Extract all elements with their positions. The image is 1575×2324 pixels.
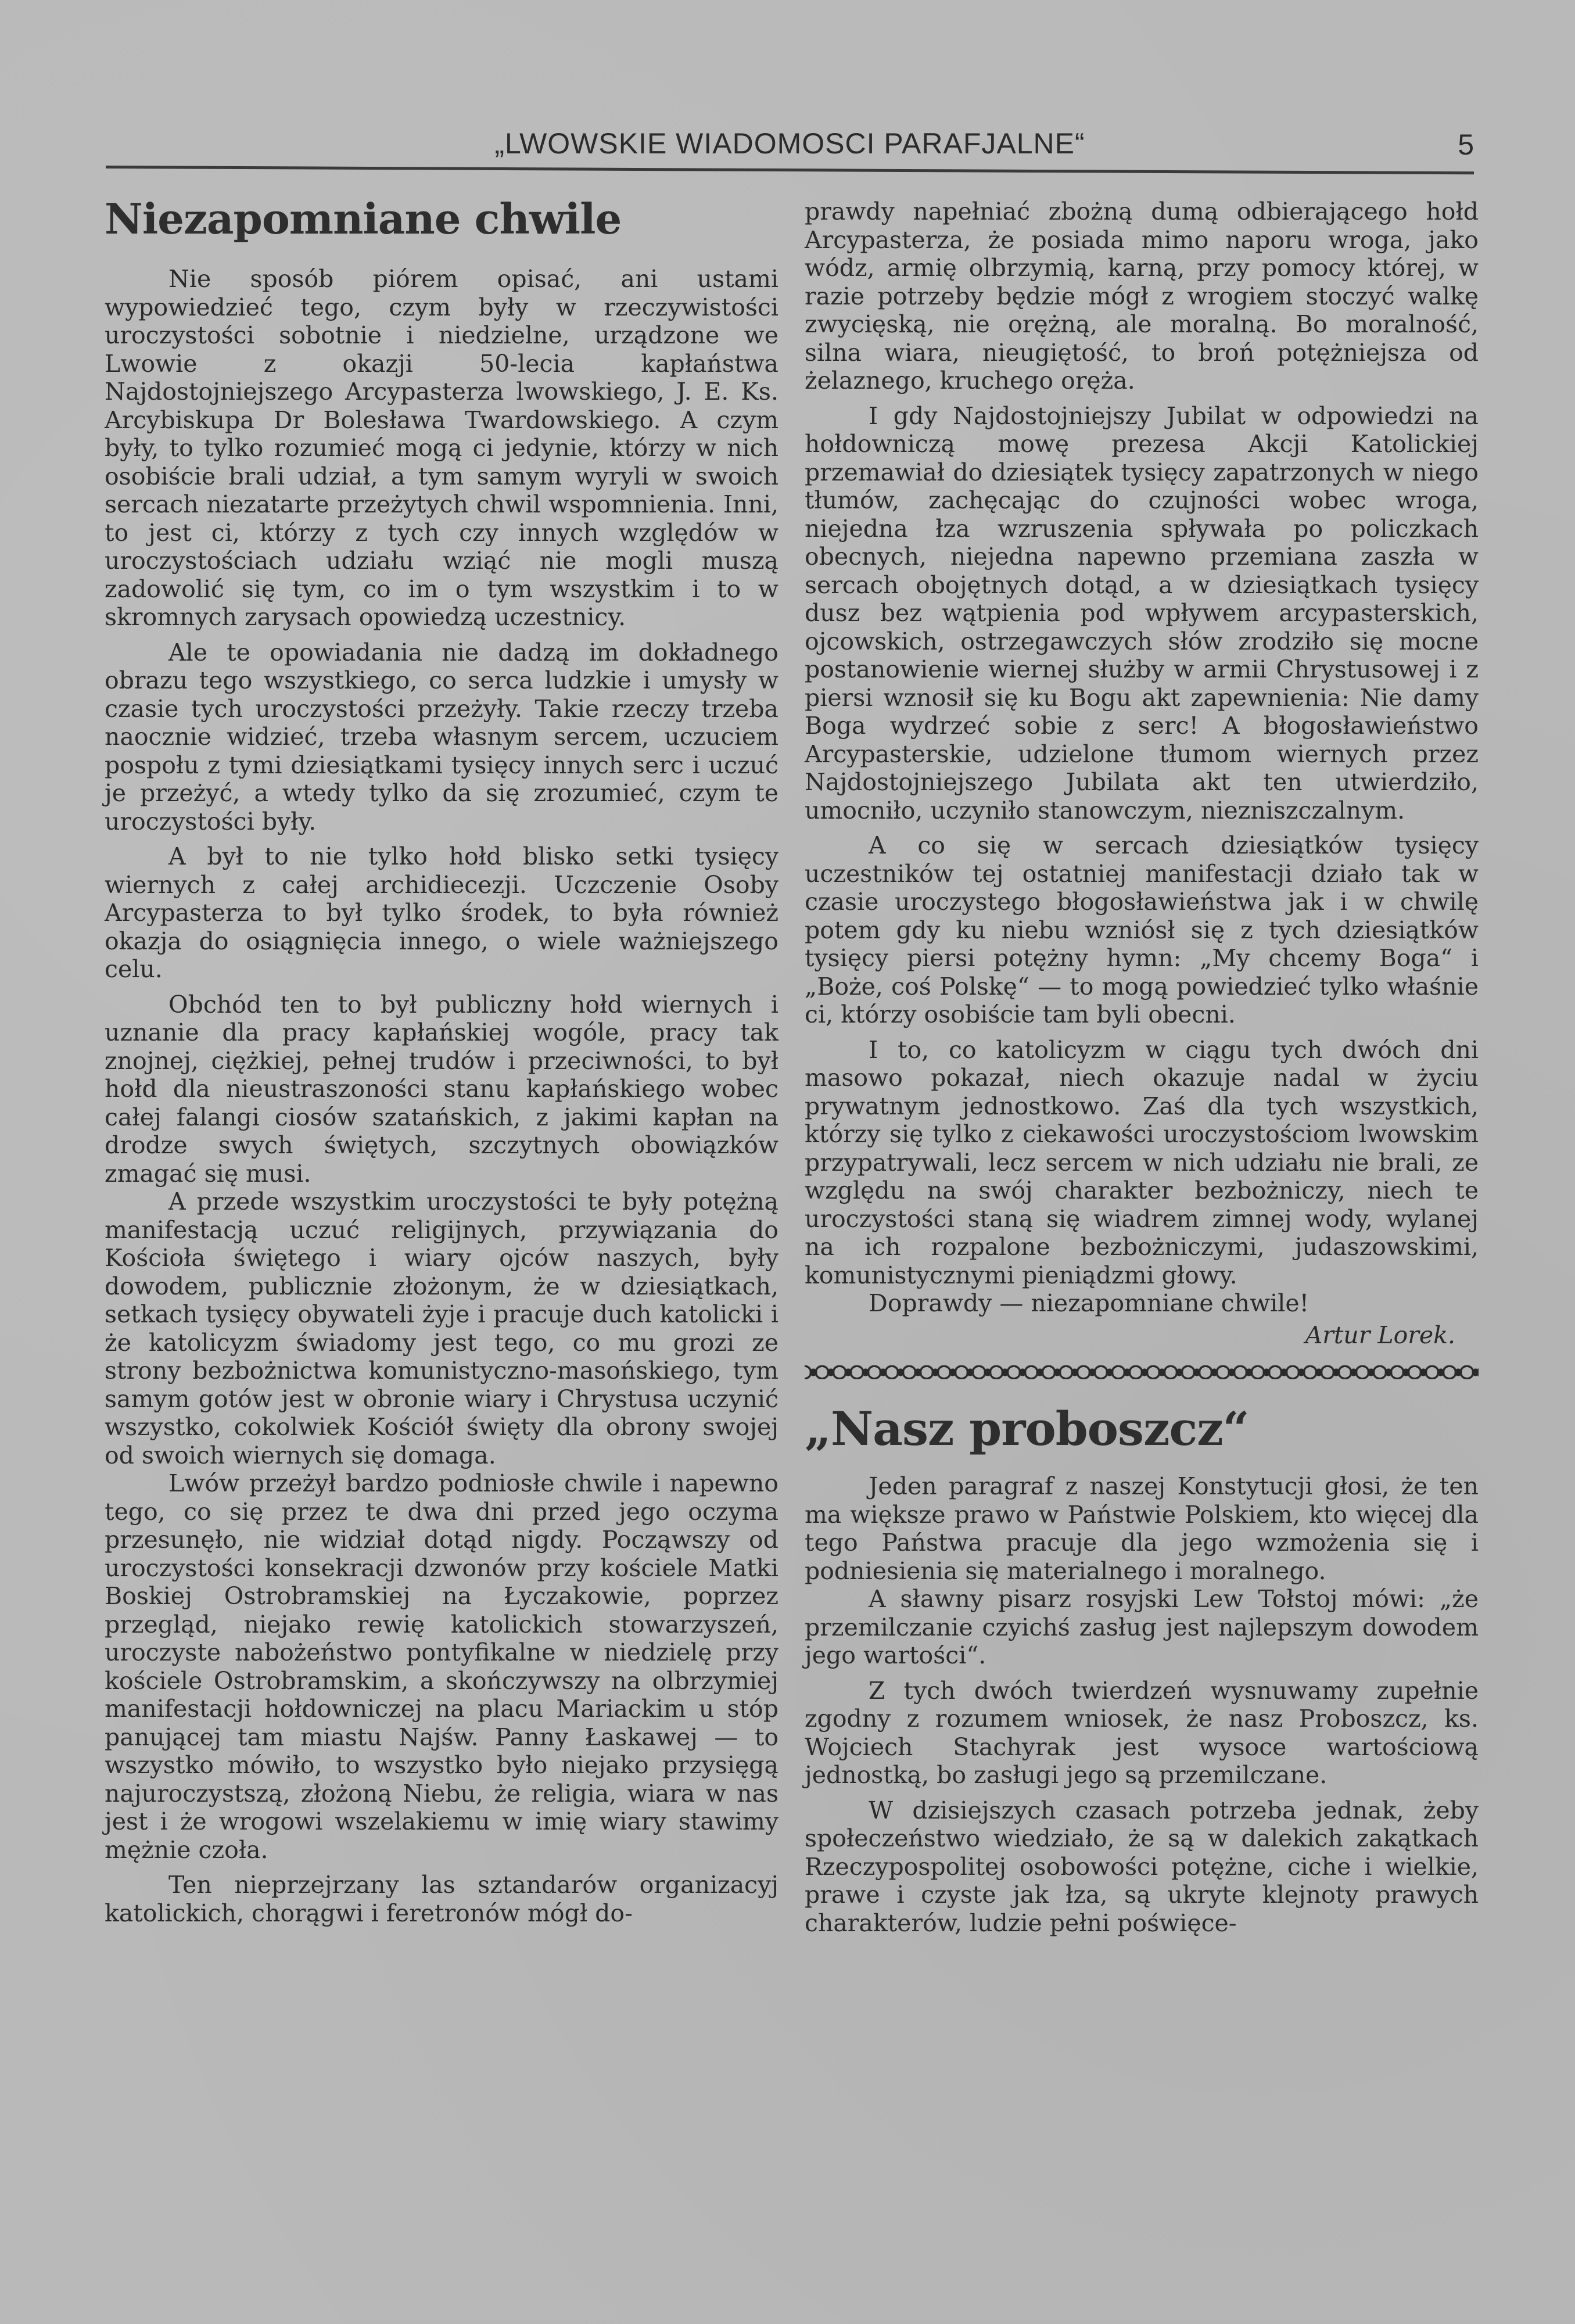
paragraph: A co się w sercach dziesiątków tysięcy uczestników tej ostatniej manifestacji działo tak w czasie uroczystego błogosławieństwa jak i w chwilę potem gdy ku niebu wzniósł się z tych dziesiątków tysięcy piersi potężny hymn: „My chcemy Boga“ i „Boże, coś Polskę“ — to mogą powiedzieć tylko właśnie ci, którzy osobiście tam byli obecni.: [805, 831, 1479, 1028]
paragraph: A przede wszystkim uroczystości te były potężną manifestacją uczuć religijnych, przywiązania do Kościoła świętego i wiary ojców naszych, były dowodem, publicznie złożonym, że w dziesiątkach, setkach tysięcy obywateli żyje i pracuje duch katolicki i że katolicyzm świadomy jest tego, co mu grozi ze strony bezbożnictwa komunistyczno-masońskiego, tym samym gotów jest w obronie wiary i Chrystusa uczynić wszystko, cokolwiek Kościół święty dla obrony swojej od swoich wiernych się domaga.: [105, 1188, 778, 1469]
periodical-title: „LWOWSKIE WIADOMOSCI PARAFJALNE“: [494, 127, 1085, 160]
right-column: [805, 198, 1479, 1937]
paragraph: W dzisiejszych czasach potrzeba jednak, żeby społeczeństwo wiedziało, że są w dalekich zakątkach Rzeczypospolitej osobowości potężne, ciche i wielkie, prawe i czyste jak łza, są ukryte klejnoty prawych charakterów, ludzie pełni poświęce-: [805, 1796, 1479, 1937]
left-column: [105, 194, 778, 1927]
paragraph: Ten nieprzejrzany las sztandarów organizacyj katolickich, chorągwi i feretronów mógł do-: [105, 1871, 778, 1927]
paragraph: I to, co katolicyzm w ciągu tych dwóch dni masowo pokazał, niech okazuje nadal w życiu prywatnym jednostkowo. Zaś dla tych wszystkich, którzy się tylko z ciekawości uroczystościom lwowskim przypatrywali, lecz sercem w nich udziału nie brali, ze względu na swój charakter bezbożniczy, niech te uroczystości staną się wiadrem zimnej wody, wylanej na ich rozpalone bezbożniczymi, judaszowskimi, komunistycznymi pieniądzmi głowy.: [805, 1035, 1479, 1289]
paragraph: prawdy napełniać zbożną dumą odbierającego hołd Arcypasterza, że posiada mimo naporu wroga, jako wódz, armię olbrzymią, karną, przy pomocy której, w razie potrzeby będzie mógł z wrogiem stoczyć walkę zwycięską, nie orężną, ale moralną. Bo moralność, silna wiara, nieugiętość, to broń potężniejsza od żelaznego, kruchego oręża.: [805, 198, 1479, 394]
paragraph: A był to nie tylko hołd blisko setki tysięcy wiernych z całej archidiecezji. Uczczenie Osoby Arcypasterza to był tylko środek, to była również okazja do osiągnięcia innego, o wiele ważniejszego celu.: [105, 842, 778, 983]
paragraph: Ale te opowiadania nie dadzą im dokładnego obrazu tego wszystkiego, co serca ludzkie i umysły w czasie tych uroczystości przeżyły. Takie rzeczy trzeba naocznie widzieć, trzeba własnym sercem, uczuciem pospołu z tymi dziesiątkami tysięcy innych serc i uczuć je przeżyć, a wtedy tylko da się zrozumieć, czym te uroczystości były.: [105, 638, 778, 835]
ornamental-divider: [805, 1365, 1479, 1379]
article-title: Niezapomniane chwile: [105, 194, 622, 243]
paragraph: Doprawdy — niezapomniane chwile!: [869, 1289, 1309, 1317]
paragraph: Obchód ten to był publiczny hołd wiernych i uznanie dla pracy kapłańskiej wogóle, pracy tak znojnej, ciężkiej, pełnej trudów i przeciwności, to był hołd dla nieustraszoności stanu kapłańskiego wobec całej falangi ciosów szatańskich, z jakimi kapłan na drodze swych świętych, szczytnych obowiązków zmagać się musi.: [105, 990, 778, 1188]
paragraph: Jeden paragraf z naszej Konstytucji głosi, że ten ma większe prawo w Państwie Polskiem, kto więcej dla tego Państwa pracuje dla jego wzmożenia się i podniesienia się materialnego i moralnego.: [805, 1472, 1479, 1585]
paragraph: I gdy Najdostojniejszy Jubilat w odpowiedzi na hołdowniczą mowę prezesa Akcji Katolickiej przemawiał do dziesiątek tysięcy zapatrzonych w niego tłumów, zachęcając do czujności wobec wroga, niejedna łza wzruszenia spływała po policzkach obecnych, niejedna napewno przemiana zaszła w sercach obojętnych dotąd, a w dziesiątkach tysięcy dusz bez wątpienia pod wpływem arcypasterskich, ojcowskich, ostrzegawczych słów zrodziło się mocne postanowienie wiernej służby w armii Chrystusowej i z piersi wznosił się ku Bogu akt zapewnienia: Nie damy Boga wydrzeć sobie z serc! A błogosławieństwo Arcypasterskie, udzielone tłumom wiernych przez Najdostojniejszego Jubilata akt ten utwierdziło, umocniło, uczyniło stanowczym, niezniszczalnym.: [805, 401, 1479, 824]
paragraph: Nie sposób piórem opisać, ani ustami wypowiedzieć tego, czym były w rzeczywistości uroczystości sobotnie i niedzielne, urządzone we Lwowie z okazji 50-lecia kapłaństwa Najdostojniejszego Arcypasterza lwowskiego, J. E. Ks. Arcybiskupa Dr Bolesława Twardowskiego. A czym były, to tylko rozumieć mogą ci jedynie, którzy w nich osobiście brali udział, a tym samym wyryli w swoich sercach niezatarte przeżytych chwil wspomnienia. Inni, to jest ci, którzy z tych czy innych względów w uroczystościach udziału wziąć nie mogli muszą zadowolić się tym, co im o tym wszystkim i to w skromnych zarysach opowiedzą uczestnicy.: [105, 265, 778, 631]
running-header: [106, 123, 1474, 170]
page-number: 5: [1458, 128, 1474, 161]
paragraph: Lwów przeżył bardzo podniosłe chwile i napewno tego, co się przez te dwa dni przed jego oczyma przesunęło, nie widział dotąd nigdy. Począwszy od uroczystości konsekracji dzwonów przy kościele Matki Boskiej Ostrobramskiej na Łyczakowie, poprzez przegląd, niejako rewię katolickich stowarzyszeń, uroczyste nabożeństwo pontyfikalne w niedzielę przy kościele Ostrobramskim, a skończywszy na olbrzymiej manifestacji hołdowniczej na placu Mariackim u stóp panującej tam miastu Najśw. Panny Łaskawej — to wszystko mówiło, to wszystko było niejako przysięgą najuroczystszą, złożoną Niebu, że religia, wiara w nas jest i że wrogowi wszelakiemu w imię wiary stawimy mężnie czoła.: [105, 1469, 778, 1864]
paragraph: Z tych dwóch twierdzeń wysnuwamy zupełnie zgodny z rozumem wniosek, że nasz Proboszcz, ks. Wojciech Stachyrak jest wysoce wartościową jednostką, bo zasługi jego są przemilczane.: [805, 1676, 1479, 1789]
paragraph: A sławny pisarz rosyjski Lew Tołstoj mówi: „że przemilczanie czyichś zasług jest najlepszym dowodem jego wartości“.: [805, 1585, 1479, 1669]
author-signature: Artur Lorek.: [1305, 1321, 1455, 1349]
article-title: „Nasz proboszcz“: [805, 1401, 1249, 1456]
